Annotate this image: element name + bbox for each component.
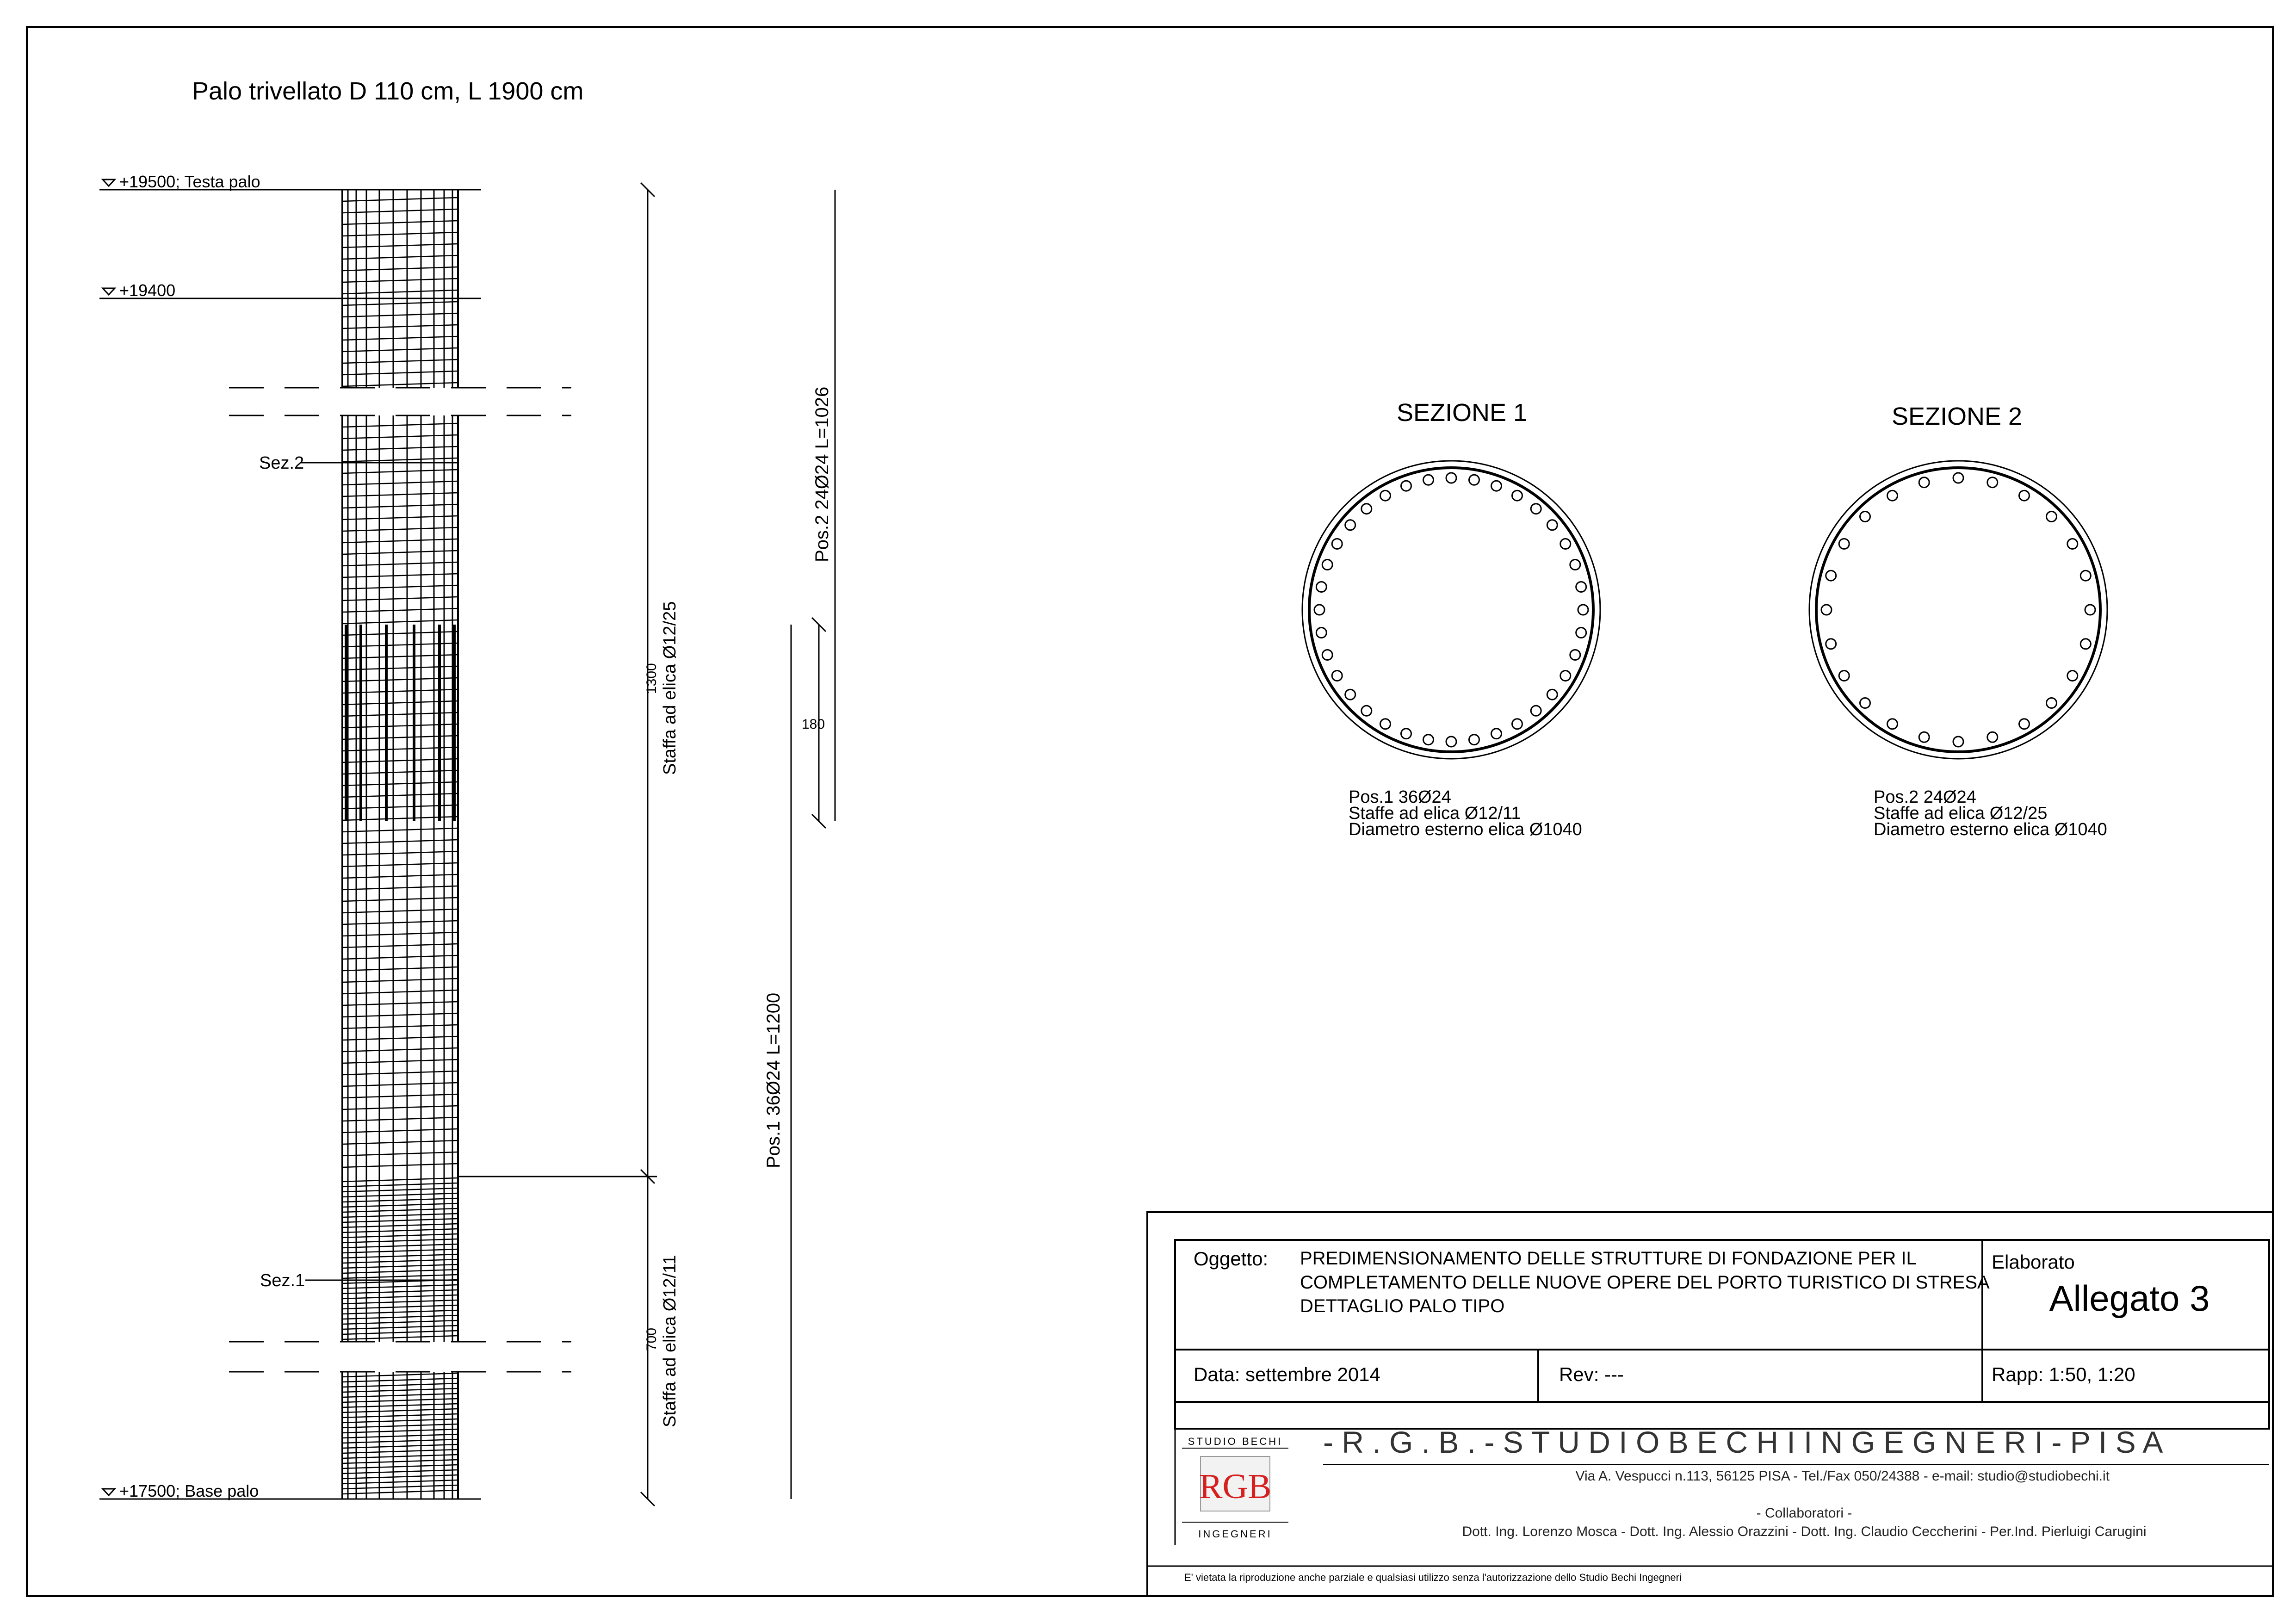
- elevation-head-label: +19500; Testa palo: [119, 172, 260, 191]
- logo-top-text: STUDIO BECHI: [1188, 1436, 1283, 1447]
- stirrup-turn: [342, 1455, 458, 1458]
- section-2-bar: [1919, 732, 1929, 742]
- stirrup-turn: [342, 620, 458, 624]
- section-1-bar: [1560, 671, 1571, 681]
- stirrup-turn: [342, 1490, 458, 1494]
- stirrup-turn: [342, 1414, 458, 1418]
- logo-mark: RGB: [1199, 1467, 1272, 1506]
- subject-line-3: DETTAGLIO PALO TIPO: [1300, 1296, 1505, 1316]
- dimension-line-pile: [458, 183, 657, 1506]
- stirrup-turn: [342, 1450, 458, 1453]
- stirrup-turn: [342, 1234, 458, 1238]
- stirrup-turn: [342, 232, 458, 236]
- stirrup-turn: [342, 909, 458, 913]
- stirrup-turn: [342, 1208, 458, 1212]
- collab-names: Dott. Ing. Lorenzo Mosca - Dott. Ing. Alessio Orazzini - Dott. Ing. Claudio Ceccherini - Per.Ind. Pierluigi Carugini: [1462, 1524, 2147, 1539]
- stirrup-turn: [342, 1264, 458, 1268]
- stirrup-turn: [342, 1434, 458, 1438]
- stirrup-turn: [342, 1378, 458, 1382]
- section-2-note-3: Diametro esterno elica Ø1040: [1874, 820, 2107, 839]
- stirrup-turn: [342, 840, 458, 843]
- section-1-bar: [1570, 650, 1580, 660]
- stirrup-turn: [342, 874, 458, 878]
- pile-elevation: [99, 183, 835, 1506]
- section-1-bar: [1316, 582, 1326, 592]
- stirrup-turn: [342, 1249, 458, 1253]
- section-mark-lower: Sez.1: [260, 1271, 305, 1290]
- stirrup-turn: [342, 493, 458, 496]
- section-1-bar: [1345, 689, 1355, 700]
- stirrup-turn: [342, 1485, 458, 1489]
- section-2-bar: [1987, 732, 1998, 742]
- section-1-bar: [1547, 520, 1557, 530]
- section-1-bar: [1423, 735, 1434, 745]
- subject-label: Oggetto:: [1194, 1248, 1269, 1270]
- stirrup-turn: [342, 1326, 458, 1329]
- stirrup-turn: [342, 851, 458, 855]
- section-1-bar: [1345, 520, 1355, 530]
- stirrup-turn: [342, 1439, 458, 1443]
- stirrup-turn: [342, 1188, 458, 1192]
- elevation-markers: [103, 180, 115, 1495]
- stirrup-turn: [342, 1071, 458, 1075]
- stirrup-turn: [342, 597, 458, 601]
- subject-line-2: COMPLETAMENTO DELLE NUOVE OPERE DEL PORTO TURISTICO DI STRESA: [1300, 1272, 1990, 1293]
- stirrup-turn: [342, 1409, 458, 1412]
- elevation-mid-label: +19400: [119, 281, 176, 300]
- stirrup-turn: [342, 1305, 458, 1309]
- section-2-outer: [1809, 461, 2107, 759]
- stirrup-turn: [342, 863, 458, 867]
- section-1-bars: [1314, 473, 1588, 747]
- section-2: [1809, 403, 2107, 839]
- stirrup-turn: [342, 325, 458, 328]
- break-lines: [229, 388, 571, 1372]
- rev-field: Rev: ---: [1559, 1363, 1624, 1385]
- section-1: [1302, 399, 1600, 839]
- stirrup-turn: [342, 828, 458, 832]
- stirrup-turn: [342, 255, 458, 259]
- stirrup-turn: [342, 1229, 458, 1233]
- section-2-bar: [1839, 539, 1849, 549]
- section-1-bar: [1531, 706, 1541, 716]
- stirrup-turn: [342, 551, 458, 554]
- stirrup-turn: [342, 290, 458, 294]
- stirrup-turn: [342, 955, 458, 959]
- section-1-note-3: Diametro esterno elica Ø1040: [1349, 820, 1582, 839]
- section-1-bar: [1446, 473, 1456, 483]
- stirrup-turn: [342, 574, 458, 577]
- stirrup-turn: [342, 359, 458, 363]
- section-2-bar: [2019, 490, 2030, 501]
- stirrup-turn: [342, 1036, 458, 1040]
- section-1-bar: [1469, 475, 1479, 485]
- stirrup-turn: [342, 1399, 458, 1402]
- section-2-bar: [2085, 605, 2095, 615]
- stirrup-turn: [342, 1117, 458, 1121]
- section-2-bar: [2080, 570, 2091, 581]
- section-2-bar: [1821, 605, 1832, 615]
- stirrup-turn: [342, 336, 458, 340]
- stirrup-turn: [342, 481, 458, 485]
- stirrup-turn: [342, 1178, 458, 1182]
- stirrup-turn: [342, 1198, 458, 1202]
- section-2-bar: [2080, 639, 2091, 649]
- stirrup-turn: [342, 1295, 458, 1299]
- stirrup-turn: [342, 932, 458, 936]
- section-1-bar: [1576, 582, 1586, 592]
- section-1-note-1: Pos.1 36Ø24: [1349, 787, 1451, 807]
- stirrup-turn: [342, 209, 458, 213]
- stirrup-turn: [342, 1164, 458, 1167]
- stirrup-turn: [342, 608, 458, 612]
- stirrup-turn: [342, 1129, 458, 1133]
- section-1-bar: [1578, 605, 1588, 615]
- section-1-note-2: Staffe ad elica Ø12/11: [1349, 804, 1521, 823]
- stirrup-turn: [342, 1254, 458, 1258]
- section-2-note-2: Staffe ad elica Ø12/25: [1874, 804, 2048, 823]
- stirrup-turn: [342, 1106, 458, 1109]
- stirrup-turn: [342, 348, 458, 352]
- stirrup-turn: [342, 1219, 458, 1222]
- section-2-bars: [1821, 473, 2095, 747]
- stirrup-turn: [342, 1388, 458, 1392]
- stirrup-turn: [342, 898, 458, 901]
- firm-name: - R . G . B . - S T U D I O B E C H I I N G E G N E R I - P I S A: [1323, 1425, 2163, 1459]
- section-1-bar: [1491, 729, 1502, 739]
- stirrup-turn: [342, 435, 458, 439]
- dim-overlap: 180: [802, 717, 825, 732]
- stirrup-turn: [342, 527, 458, 531]
- stirrup-turn: [342, 1002, 458, 1005]
- studio-logo: [1182, 1436, 1288, 1540]
- section-1-bar: [1380, 719, 1391, 729]
- stirrup-turn: [342, 1465, 458, 1468]
- section-1-bar: [1531, 504, 1541, 514]
- section-1-bar: [1322, 560, 1332, 570]
- stirrup-turn: [342, 198, 458, 201]
- doc-label: Elaborato: [1992, 1251, 2075, 1273]
- stirrup-turn: [342, 1336, 458, 1339]
- section-2-bar: [2047, 698, 2057, 708]
- stirrup-turn: [342, 1331, 458, 1334]
- stirrup-turn: [342, 446, 458, 450]
- section-2-bar: [1860, 512, 1870, 522]
- stirrup-turn: [342, 1310, 458, 1314]
- section-1-bar: [1401, 481, 1411, 491]
- stirrup-turn: [342, 1429, 458, 1433]
- section-1-bar: [1322, 650, 1332, 660]
- stirrup-turn: [342, 1394, 458, 1397]
- stirrup-turn: [342, 516, 458, 520]
- stirrup-turn: [342, 313, 458, 317]
- stirrup-turn: [342, 944, 458, 948]
- stirrup-turn: [342, 585, 458, 589]
- stirrup-turn: [342, 458, 458, 462]
- firm-address: Via A. Vespucci n.113, 56125 PISA - Tel./Fax 050/24388 - e-mail: studio@studiobechi.it: [1575, 1468, 2110, 1484]
- stirrup-turn: [342, 279, 458, 282]
- stirrup-turn: [342, 921, 458, 924]
- stirrup-turn: [342, 1300, 458, 1304]
- section-1-bar: [1401, 729, 1411, 739]
- stirrup-turn: [342, 1193, 458, 1197]
- stirrup-turn: [342, 1470, 458, 1474]
- helical-stirrups: [342, 198, 458, 1494]
- stirrup-turn: [342, 1048, 458, 1052]
- section-1-bar: [1380, 490, 1391, 501]
- bar-length-lines: [791, 190, 835, 1499]
- stirrup-turn: [342, 423, 458, 427]
- section-2-helix: [1816, 468, 2100, 752]
- stirrup-turn: [342, 562, 458, 566]
- stirrup-turn: [342, 1315, 458, 1319]
- section-1-bar: [1423, 475, 1434, 485]
- section-1-outer: [1302, 461, 1600, 759]
- section-1-bar: [1362, 504, 1372, 514]
- section-2-bar: [1953, 473, 1963, 483]
- scale-field: Rapp: 1:50, 1:20: [1992, 1363, 2135, 1385]
- pos1-bar-label: Pos.1 36Ø24 L=1200: [763, 992, 784, 1168]
- stirrup-turn: [342, 1475, 458, 1479]
- drawing-title: Palo trivellato D 110 cm, L 1900 cm: [192, 77, 584, 105]
- section-1-bar: [1512, 719, 1522, 729]
- section-2-bar: [2067, 671, 2078, 681]
- stirrup-turn: [342, 470, 458, 473]
- section-2-bar: [2019, 719, 2030, 729]
- stirrup-turn: [342, 1460, 458, 1463]
- logo-bottom-text: INGEGNERI: [1198, 1528, 1272, 1540]
- section-1-bar: [1576, 628, 1586, 638]
- stirrup-turn: [342, 1244, 458, 1248]
- stirrup-turn: [342, 1373, 458, 1377]
- stirrup-turn: [342, 1239, 458, 1243]
- stirrup-turn: [342, 1285, 458, 1288]
- section-1-bar: [1491, 481, 1502, 491]
- section-mark-upper: Sez.2: [259, 453, 304, 473]
- stirrup-turn: [342, 1404, 458, 1407]
- stirrup-turn: [342, 979, 458, 982]
- disclaimer: E' vietata la riproduzione anche parziale e qualsiasi utilizzo senza l'autorizzazione dello Studio Bechi Ingegneri: [1184, 1572, 1682, 1583]
- pos2-bar-label: Pos.2 24Ø24 L=1026: [812, 386, 832, 562]
- dim-upper-length: 1300: [644, 663, 659, 694]
- stirrup-turn: [342, 1214, 458, 1217]
- stirrup-turn: [342, 1083, 458, 1086]
- stirrup-turn: [342, 1419, 458, 1423]
- section-2-bar: [1860, 698, 1870, 708]
- stirrup-turn: [342, 1275, 458, 1278]
- dim-lower-length: 700: [644, 1327, 659, 1351]
- section-1-bar: [1332, 539, 1342, 549]
- section-2-bar: [1839, 671, 1849, 681]
- stirrup-turn: [342, 244, 458, 248]
- section-1-bar: [1469, 735, 1479, 745]
- section-1-bar: [1570, 560, 1580, 570]
- stirrup-turn: [342, 1383, 458, 1387]
- stirrup-turn: [342, 1140, 458, 1144]
- stirrup-turn: [342, 1094, 458, 1098]
- section-2-bar: [2047, 512, 2057, 522]
- section-1-bar: [1512, 490, 1522, 501]
- stirrup-turn: [342, 1424, 458, 1428]
- stirrup-turn: [342, 1059, 458, 1063]
- stirrup-turn: [342, 1270, 458, 1273]
- stirrup-turn: [342, 1224, 458, 1227]
- section-1-bar: [1332, 671, 1342, 681]
- stirrup-turn: [342, 1152, 458, 1156]
- section-1-helix: [1309, 468, 1593, 752]
- cage-overlap-bars: [346, 625, 454, 821]
- section-2-bar: [1826, 570, 1836, 581]
- stirrup-turn: [342, 967, 458, 971]
- section-1-bar: [1316, 628, 1326, 638]
- section-2-bar: [1987, 477, 1998, 488]
- stirrup-turn: [342, 302, 458, 305]
- stirrup-turn: [342, 1320, 458, 1324]
- section-2-bar: [1888, 490, 1898, 501]
- stirrup-turn: [342, 267, 458, 271]
- stirrup-turn: [342, 886, 458, 890]
- section-2-bar: [1953, 737, 1963, 747]
- elevation-base-label: +17500; Base palo: [119, 1481, 259, 1500]
- section-2-bar: [1888, 719, 1898, 729]
- section-2-title: SEZIONE 2: [1891, 403, 2023, 430]
- section-2-bar: [2067, 539, 2078, 549]
- section-2-bar: [1919, 477, 1929, 488]
- section-1-bar: [1560, 539, 1571, 549]
- stirrup-turn: [342, 371, 458, 375]
- stirrup-turn: [342, 221, 458, 224]
- stirrup-turn: [342, 1025, 458, 1028]
- stirrup-turn: [342, 1480, 458, 1484]
- stirrup-turn: [342, 1013, 458, 1017]
- stirrup-turn: [342, 990, 458, 994]
- section-1-bar: [1547, 689, 1557, 700]
- section-1-title: SEZIONE 1: [1396, 399, 1528, 427]
- section-1-bar: [1314, 605, 1324, 615]
- stirrup-turn: [342, 504, 458, 508]
- section-2-note-1: Pos.2 24Ø24: [1874, 787, 1976, 807]
- date-field: Data: settembre 2014: [1194, 1363, 1380, 1385]
- doc-value: Allegato 3: [2049, 1278, 2210, 1319]
- stirrup-turn: [342, 1259, 458, 1263]
- dim-upper-label: Staffa ad elica Ø12/25: [660, 601, 680, 775]
- dim-lower-label: Staffa ad elica Ø12/11: [660, 1255, 680, 1427]
- section-1-bar: [1362, 706, 1372, 716]
- section-2-bar: [1826, 639, 1836, 649]
- collab-title: - Collaboratori -: [1756, 1505, 1852, 1521]
- stirrup-turn: [342, 539, 458, 543]
- stirrup-turn: [342, 1203, 458, 1207]
- stirrup-turn: [342, 383, 458, 386]
- stirrup-turn: [342, 1290, 458, 1294]
- section-1-bar: [1446, 737, 1456, 747]
- stirrup-turn: [342, 1444, 458, 1448]
- stirrup-turn: [342, 1183, 458, 1187]
- subject-line-1: PREDIMENSIONAMENTO DELLE STRUTTURE DI FONDAZIONE PER IL: [1300, 1248, 1917, 1269]
